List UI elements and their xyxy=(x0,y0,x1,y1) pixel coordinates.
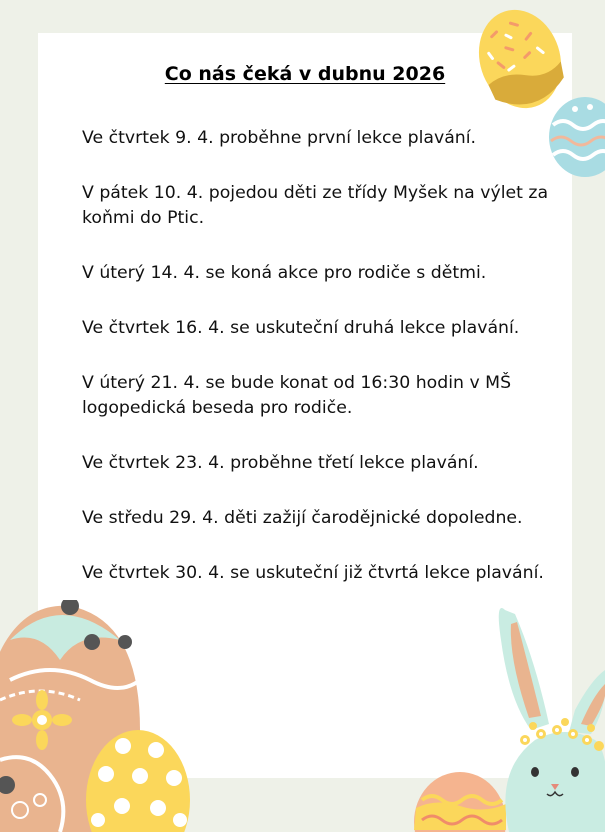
blue-egg-icon xyxy=(545,95,605,180)
event-list xyxy=(82,126,552,616)
event-item: Ve čtvrtek 9. 4. proběhne první lekce plavání. xyxy=(82,128,477,148)
page-title: Co nás čeká v dubnu 2026 xyxy=(164,63,446,85)
event-item: V pátek 10. 4. pojedou děti ze třídy Myšek na výlet za koňmi do Ptic. xyxy=(82,183,549,228)
event-item: Ve čtvrtek 30. 4. se uskuteční již čtvrtá lekce plavání. xyxy=(82,563,544,583)
event-item: Ve čtvrtek 16. 4. se uskuteční druhá lekce plavání. xyxy=(82,318,520,338)
event-item: V úterý 21. 4. se bude konat od 16:30 hodin v MŠ logopedická beseda pro rodiče. xyxy=(82,373,512,418)
event-item: V úterý 14. 4. se koná akce pro rodiče s dětmi. xyxy=(82,263,487,283)
yellow-dotted-egg-icon xyxy=(78,728,196,832)
bunny-icon xyxy=(495,600,605,832)
event-item: Ve středu 29. 4. děti zažijí čarodějnické dopoledne. xyxy=(82,508,523,528)
event-item: Ve čtvrtek 23. 4. proběhne třetí lekce plavání. xyxy=(82,453,479,473)
